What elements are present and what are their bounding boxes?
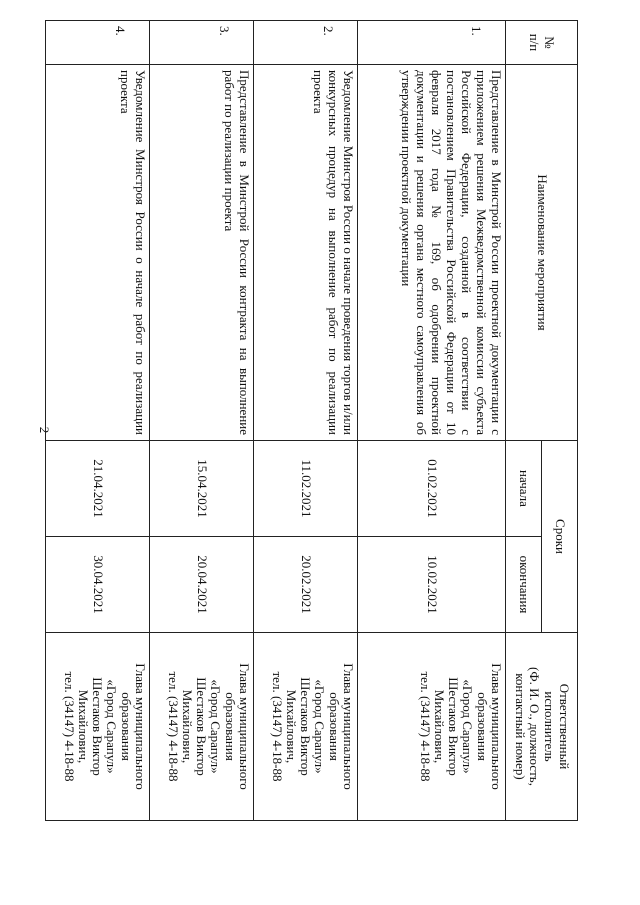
row-end-date: 10.02.2021 — [358, 537, 506, 633]
row-start-date: 11.02.2021 — [254, 441, 358, 537]
header-start: начала — [506, 441, 542, 537]
row-responsible: Глава муниципального образования «Город Сарапул» Шестаков Виктор Михайлович, тел. (34147) 4-18-88 — [254, 633, 358, 821]
row-responsible: Глава муниципального образования «Город Сарапул» Шестаков Виктор Михайлович, тел. (34147) 4-18-88 — [150, 633, 254, 821]
rotated-table-sheet — [61, 20, 578, 820]
row-event-text: Представление в Минстрой России проектной документации с приложением решения Межведомственной комиссии субъекта Российской Федерации, созданной в соответствии с постановлением Правительства Российской Федерации от 10 февраля 2017 года № 169, об одобрении проектной документации и решения органа местного самоуправления об утверждении проектной документации — [358, 65, 506, 441]
row-number: 2. — [254, 21, 358, 65]
header-event-name: Наименование мероприятия — [506, 65, 578, 441]
row-number: 3. — [150, 21, 254, 65]
row-end-date: 20.02.2021 — [254, 537, 358, 633]
table-row — [358, 21, 506, 821]
row-start-date: 15.04.2021 — [150, 441, 254, 537]
row-responsible: Глава муниципального образования «Город Сарапул» Шестаков Виктор Михайлович, тел. (34147) 4-18-88 — [358, 633, 506, 821]
row-number: 4. — [46, 21, 150, 65]
page-number: 2 — [37, 426, 52, 434]
row-event-text: Уведомление Минстроя России о начале проведения торгов и/или конкурсных процедур на выполнение работ по реализации проекта — [254, 65, 358, 441]
table-row — [150, 21, 254, 821]
header-number: № п/п — [506, 21, 578, 65]
header-terms: Сроки — [542, 441, 578, 633]
row-end-date: 20.04.2021 — [150, 537, 254, 633]
row-event-text: Представление в Минстрой России контракта на выполнение работ по реализации проекта — [150, 65, 254, 441]
header-end: окончания — [506, 537, 542, 633]
row-end-date: 30.04.2021 — [46, 537, 150, 633]
table-row — [46, 21, 150, 821]
header-responsible: Ответственный исполнитель (Ф. И. О., должность, контактный номер) — [506, 633, 578, 821]
row-start-date: 01.02.2021 — [358, 441, 506, 537]
row-number: 1. — [358, 21, 506, 65]
row-start-date: 21.04.2021 — [46, 441, 150, 537]
row-event-text: Уведомление Минстроя России о начале работ по реализации проекта — [46, 65, 150, 441]
events-table — [45, 20, 578, 821]
table-row — [254, 21, 358, 821]
row-responsible: Глава муниципального образования «Город Сарапул» Шестаков Виктор Михайлович, тел. (34147) 4-18-88 — [46, 633, 150, 821]
